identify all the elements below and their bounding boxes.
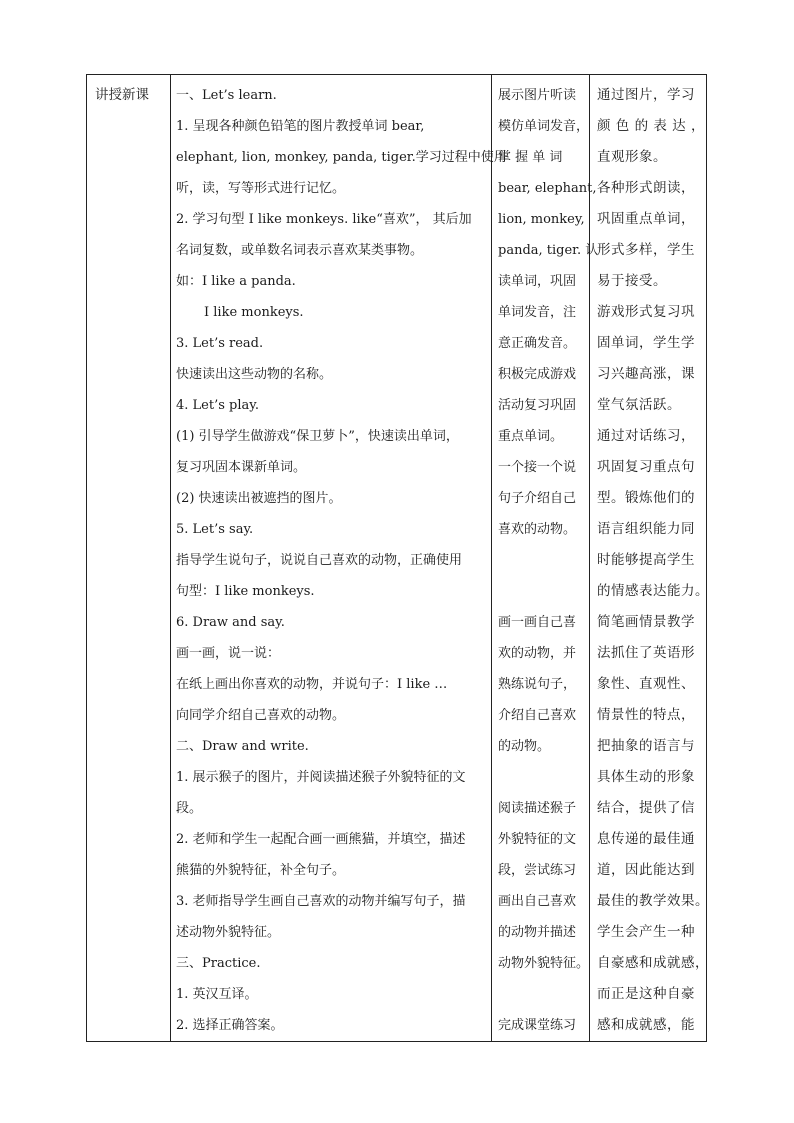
procedure-line: 熊猫的外貌特征，补全句子。 — [176, 863, 346, 878]
student-activity-line: bear, elephant, — [498, 181, 597, 196]
procedure-line: 3. Let’s read. — [176, 336, 264, 351]
student-activity-line: 的动物。 — [498, 739, 551, 754]
design-intent-line: 结合，提供了信 — [597, 800, 695, 816]
student-activity-line: 掌 握 单 词 — [498, 150, 563, 165]
procedure-line: 句型：I like monkeys. — [176, 584, 315, 599]
student-activity-line: 介绍自己喜欢 — [498, 708, 577, 723]
design-intent-line: 的情感表达能力。 — [597, 583, 709, 599]
design-intent-line: 息传递的最佳通 — [597, 831, 695, 847]
procedure-line: 如：I like a panda. — [176, 274, 296, 289]
procedure-line: (2) 快速读出被遮挡的图片。 — [176, 491, 342, 506]
student-activity-line: 完成课堂练习 — [498, 1018, 577, 1033]
student-activity-line: 欢的动物，并 — [498, 646, 577, 661]
procedure-line: 4. Let’s play. — [176, 398, 260, 413]
student-activity-line: 段，尝试练习 — [498, 863, 577, 878]
design-intent-line: 时能够提高学生 — [597, 552, 695, 568]
design-intent-line: 具体生动的形象 — [597, 769, 695, 785]
procedure-line: elephant, lion, monkey, panda, tiger.学习过程中使用 — [176, 150, 507, 165]
design-intent-line: 巩固复习重点句 — [597, 459, 695, 475]
student-activity-line: 阅读描述猴子 — [498, 801, 577, 816]
procedure-line: 3. 老师指导学生画自己喜欢的动物并编写句子，描 — [176, 894, 466, 909]
procedure-line: 段。 — [176, 801, 203, 816]
procedure-line: 1. 呈现各种颜色铅笔的图片教授单词 bear, — [176, 119, 425, 134]
student-activity-line: 活动复习巩固 — [498, 398, 577, 413]
design-intent-line: 颜 色 的 表 达 ， — [597, 118, 705, 134]
design-intent-line: 象性、直观性、 — [597, 676, 695, 692]
student-activity-line: 展示图片听读 — [498, 88, 577, 103]
design-intent-line: 感和成就感，能 — [597, 1017, 695, 1033]
student-activity-line: 模仿单词发音， — [498, 119, 590, 134]
design-intent-line: 固单词，学生学 — [597, 335, 695, 351]
procedure-line: 画一画，说一说： — [176, 646, 281, 661]
section-label-cell — [87, 75, 170, 111]
procedure-line: 一、Let’s learn. — [176, 88, 277, 103]
procedure-line: 在纸上画出你喜欢的动物，并说句子：I like … — [176, 677, 448, 692]
procedure-line: 名词复数，或单数名词表示喜欢某类事物。 — [176, 243, 424, 258]
procedure-line: 1. 英汉互译。 — [176, 987, 258, 1002]
design-intent-line: 把抽象的语言与 — [597, 738, 695, 754]
design-intent-line: 通过对话练习， — [597, 428, 695, 444]
design-intent-line: 堂气氛活跃。 — [597, 397, 681, 413]
student-activity-line — [498, 576, 585, 607]
design-intent-line: 语言组织能力同 — [597, 521, 695, 537]
student-activity-line: 动物外貌特征。 — [498, 956, 590, 971]
student-activity-line: 的动物并描述 — [498, 925, 577, 940]
design-intent-line: 法抓住了英语形 — [597, 645, 695, 661]
procedure-line: 2. 学习句型 I like monkeys. like“喜欢”， 其后加 — [176, 212, 472, 227]
student-activity-line: 画一画自己喜 — [498, 615, 577, 630]
design-intent-line: 形式多样，学生 — [597, 242, 695, 258]
design-intent-line: 各种形式朗读， — [597, 180, 695, 196]
procedure-line: 指导学生说句子，说说自己喜欢的动物，正确使用 — [176, 553, 463, 568]
procedure-line: (1) 引导学生做游戏“保卫萝卜”，快速读出单词， — [176, 429, 459, 444]
student-activity-line: 积极完成游戏 — [498, 367, 577, 382]
procedure-line: 快速读出这些动物的名称。 — [176, 367, 333, 382]
design-intent-line: 直观形象。 — [597, 149, 667, 165]
section-label: 讲授新课 — [95, 87, 149, 103]
lesson-plan-table — [86, 74, 707, 1042]
procedure-line: 2. 选择正确答案。 — [176, 1018, 284, 1033]
student-activity-line: panda, tiger. 认 — [498, 243, 599, 258]
student-activity-line — [498, 979, 585, 1010]
procedure-line: 听，读，写等形式进行记忆。 — [176, 181, 346, 196]
student-activity-line: 熟练说句子， — [498, 677, 577, 692]
procedure-line: 三、Practice. — [176, 956, 261, 971]
student-activity-line: 画出自己喜欢 — [498, 894, 577, 909]
student-activity-line: 单词发音，注 — [498, 305, 577, 320]
student-activity-line: lion, monkey, — [498, 212, 585, 227]
student-activity-line: 一个接一个说 — [498, 460, 577, 475]
procedure-line: I like monkeys. — [204, 305, 304, 320]
design-intent-line: 而正是这种自豪 — [597, 986, 695, 1002]
design-intent-line: 自豪感和成就感， — [597, 955, 709, 971]
design-intent-line: 通过图片，学习 — [597, 87, 695, 103]
student-activity-line: 读单词，巩固 — [498, 274, 577, 289]
procedure-line: 1. 展示猴子的图片，并阅读描述猴子外貌特征的文 — [176, 770, 466, 785]
design-intent-line: 习兴趣高涨，课 — [597, 366, 695, 382]
design-intent-line: 简笔画情景教学 — [597, 614, 695, 630]
student-activity-line: 句子介绍自己 — [498, 491, 577, 506]
design-intent-line: 最佳的教学效果。 — [597, 893, 709, 909]
procedure-line: 6. Draw and say. — [176, 615, 285, 630]
design-intent-line: 游戏形式复习巩 — [597, 304, 695, 320]
procedure-line: 向同学介绍自己喜欢的动物。 — [176, 708, 346, 723]
student-activity-line — [498, 545, 585, 576]
procedure-line: 二、Draw and write. — [176, 739, 309, 754]
procedure-line: 2. 老师和学生一起配合画一画熊猫，并填空，描述 — [176, 832, 466, 847]
design-intent-line: 易于接受。 — [597, 273, 667, 289]
student-activity-line — [498, 762, 585, 793]
procedure-line: 述动物外貌特征。 — [176, 925, 281, 940]
design-intent-line: 情景性的特点， — [597, 707, 695, 723]
student-activity-line: 外貌特征的文 — [498, 832, 577, 847]
student-activity-line: 喜欢的动物。 — [498, 522, 577, 537]
design-intent-line: 道，因此能达到 — [597, 862, 695, 878]
teaching-procedure-cell — [170, 75, 507, 1041]
procedure-line: 复习巩固本课新单词。 — [176, 460, 307, 475]
design-intent-cell — [589, 75, 708, 1041]
design-intent-line: 巩固重点单词， — [597, 211, 695, 227]
design-intent-line: 型。锻炼他们的 — [597, 490, 695, 506]
procedure-line: 5. Let’s say. — [176, 522, 254, 537]
design-intent-line: 学生会产生一种 — [597, 924, 695, 940]
student-activity-line: 重点单词。 — [498, 429, 564, 444]
student-activity-cell — [491, 75, 599, 1041]
student-activity-line: 意正确发音。 — [498, 336, 577, 351]
